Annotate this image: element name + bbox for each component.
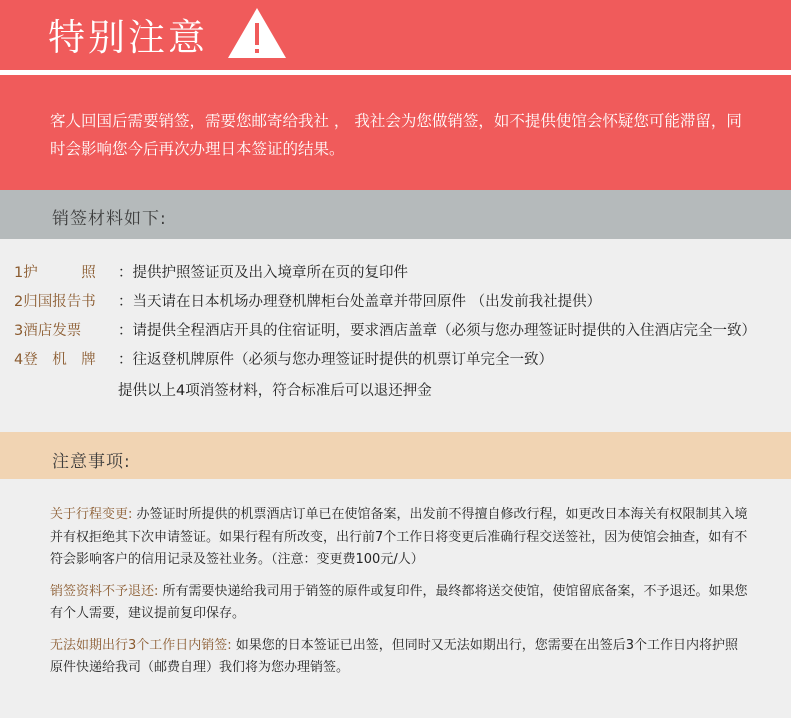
material-item: [14, 319, 789, 348]
material-label-boarding-pass: 4登 机 牌: [14, 352, 96, 368]
note-text: 如果您的日本签证已出签，但同时又无法如期出行，您需要在出签后3个工作日内将护照原件快递给我司（邮费自理）我们将为您办理销签。: [50, 637, 739, 675]
materials-footer: 提供以上4项消签材料，符合标准后可以退还押金: [118, 383, 432, 399]
header-message: 客人回国后需要销签，需要您邮寄给我社 ， 我社会为您做销签，如不提供使馆会怀疑您可能滞留，同时会影响您今后再次办理日本签证的结果。: [50, 112, 742, 158]
material-label-passport: 1护 照: [14, 265, 96, 281]
note-title-cancel-visa: 无法如期出行3个工作日内销签:: [50, 637, 232, 653]
material-label-return-report: 2归国报告书: [14, 294, 96, 310]
material-text: ：当天请在日本机场办理登机牌柜台处盖章并带回原件 （出发前我社提供）: [118, 294, 602, 310]
notes-heading: 注意事项:: [52, 452, 131, 472]
material-text: ：提供护照签证页及出入境章所在页的复印件: [118, 265, 408, 281]
material-text: ：请提供全程酒店开具的住宿证明，要求酒店盖章（必须与您办理签证时提供的入住酒店完全一致）: [118, 323, 756, 339]
note-item: [50, 635, 750, 680]
material-text: ：往返登机牌原件（必须与您办理签证时提供的机票订单完全一致）: [118, 352, 553, 368]
material-label-hotel-invoice: 3酒店发票: [14, 323, 82, 339]
header-divider: [0, 70, 791, 75]
material-item: [14, 348, 789, 377]
note-item: [50, 581, 750, 626]
note-title-no-return: 销签资料不予退还:: [50, 583, 159, 599]
warning-icon: [226, 6, 288, 60]
warning-header: [0, 0, 791, 190]
header-title: 特别注意: [48, 16, 208, 59]
note-text: 办签证时所提供的机票酒店订单已在使馆备案，出发前不得擅自修改行程，如更改日本海关有权限制其入境并有权拒绝其下次申请签证。如果行程有所改变，出行前7个工作日将变更后准确行程交送签社，因为使馆会抽查，如有不符会影响客户的信用记录及签社业务。（注意：变更费100元/人）: [50, 507, 748, 567]
materials-heading: 销签材料如下:: [52, 209, 167, 229]
note-item: [50, 504, 750, 572]
material-item: [14, 261, 789, 290]
notes-heading-band: [0, 432, 791, 479]
note-text: 所有需要快递给我司用于销签的原件或复印件，最终都将送交使馆，使馆留底备案，不予退还。如果您有个人需要，建议提前复印保存。: [50, 583, 748, 621]
note-title-itinerary-change: 关于行程变更:: [50, 507, 133, 522]
materials-heading-band: [0, 190, 791, 239]
materials-list: [14, 261, 789, 406]
notes-list: [50, 504, 750, 689]
material-item: [14, 290, 789, 319]
